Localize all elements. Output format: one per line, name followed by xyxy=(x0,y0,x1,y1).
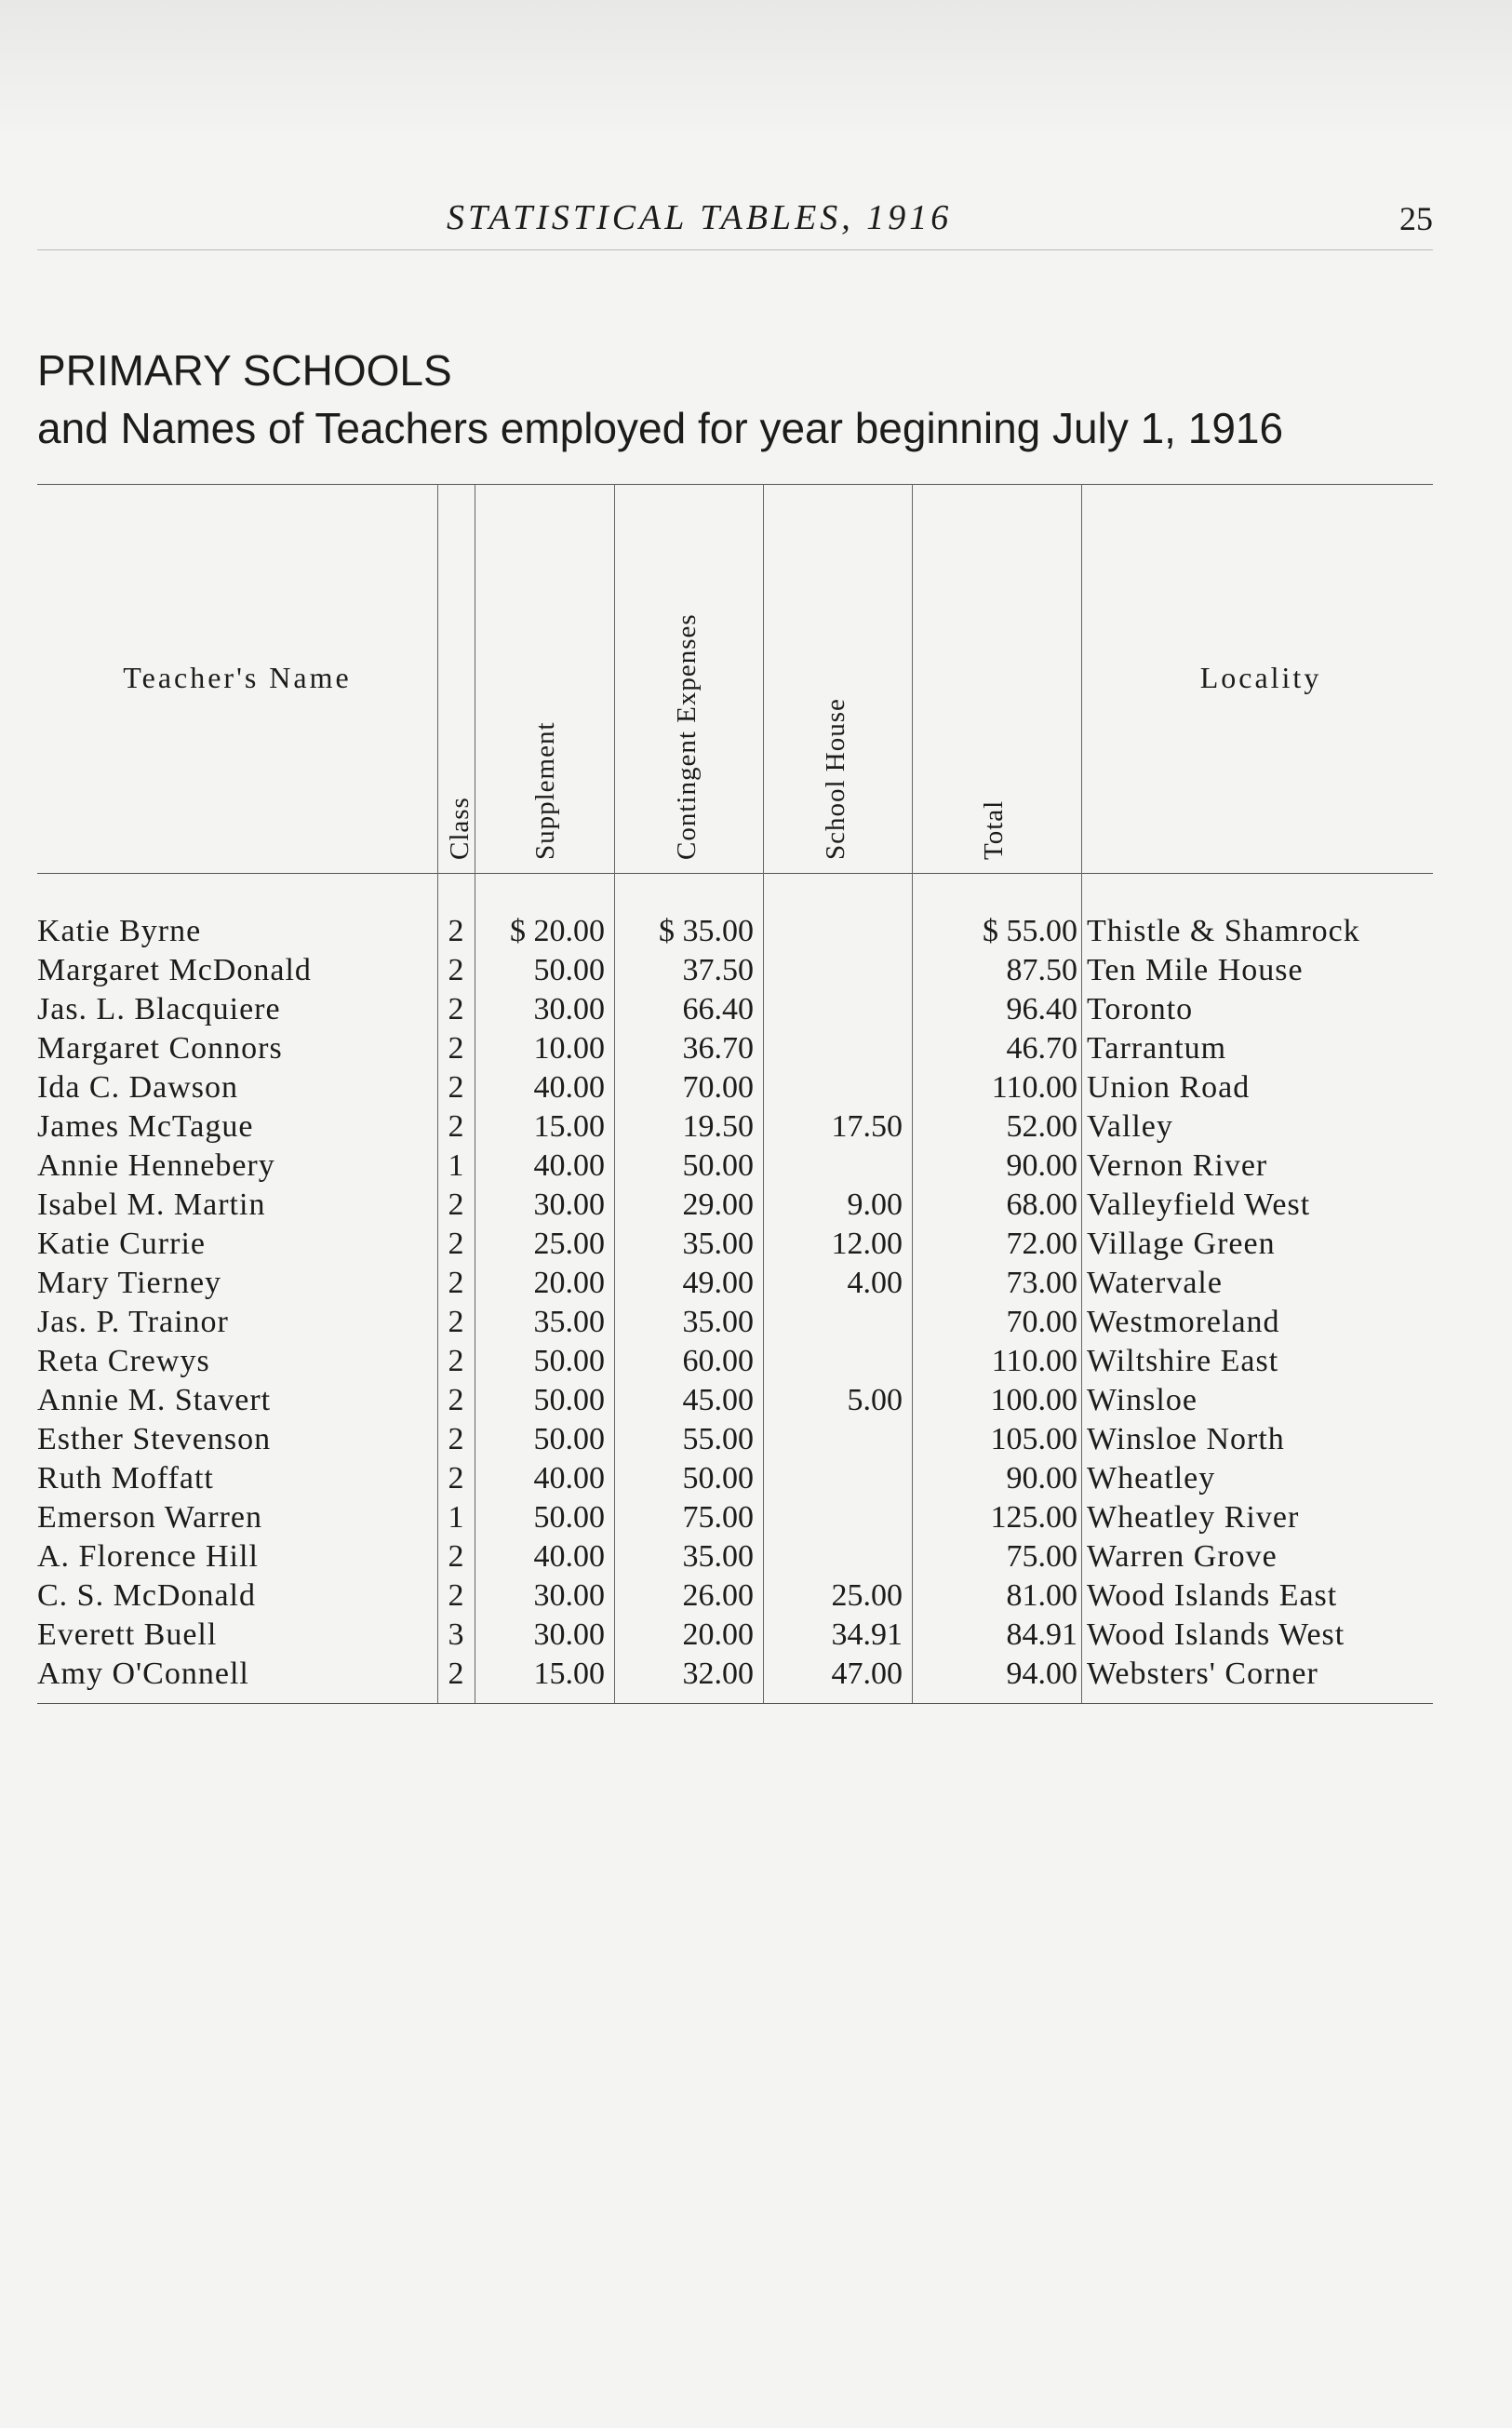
contingent-cell: $ 35.00 xyxy=(659,914,754,948)
class-cell: 2 xyxy=(448,992,464,1026)
table-row xyxy=(37,1576,1433,1616)
supplement-cell: 50.00 xyxy=(533,1383,605,1417)
teacher-name-cell: Emerson Warren xyxy=(37,1500,262,1535)
table-row xyxy=(37,1107,1433,1147)
contingent-cell: 45.00 xyxy=(682,1383,754,1417)
total-cell: 110.00 xyxy=(991,1070,1077,1105)
contingent-cell: 35.00 xyxy=(682,1227,754,1261)
heading-title: PRIMARY SCHOOLS xyxy=(37,346,452,395)
total-cell: 96.40 xyxy=(1006,992,1077,1026)
locality-cell: Thistle & Shamrock xyxy=(1087,914,1360,948)
contingent-cell: 49.00 xyxy=(682,1266,754,1300)
total-cell: 68.00 xyxy=(1006,1187,1077,1222)
total-cell: 75.00 xyxy=(1006,1539,1077,1574)
table-row xyxy=(37,951,1433,990)
header-contingent-expenses: Contingent Expenses xyxy=(672,613,702,860)
running-head xyxy=(37,197,1433,244)
contingent-cell: 70.00 xyxy=(682,1070,754,1105)
locality-cell: Warren Grove xyxy=(1087,1539,1278,1574)
class-cell: 2 xyxy=(448,1227,464,1261)
class-cell: 2 xyxy=(448,1344,464,1378)
header-total: Total xyxy=(979,799,1009,860)
contingent-cell: 36.70 xyxy=(682,1031,754,1066)
header-locality: Locality xyxy=(1199,661,1322,694)
contingent-cell: 35.00 xyxy=(682,1305,754,1339)
school-house-cell: 5.00 xyxy=(847,1383,903,1417)
locality-cell: Wiltshire East xyxy=(1087,1344,1279,1378)
school-house-cell: 25.00 xyxy=(831,1578,903,1613)
supplement-cell: 30.00 xyxy=(533,1187,605,1222)
contingent-cell: 37.50 xyxy=(682,953,754,987)
supplement-cell: 50.00 xyxy=(533,1500,605,1535)
supplement-cell: 30.00 xyxy=(533,992,605,1026)
class-cell: 1 xyxy=(448,1148,464,1183)
locality-cell: Winsloe North xyxy=(1087,1422,1285,1456)
table-row xyxy=(37,1420,1433,1459)
header-teacher-name: Teacher's Name xyxy=(123,661,352,694)
contingent-cell: 66.40 xyxy=(682,992,754,1026)
supplement-cell: 35.00 xyxy=(533,1305,605,1339)
supplement-cell: 40.00 xyxy=(533,1461,605,1496)
teacher-name-cell: Katie Byrne xyxy=(37,914,202,948)
total-cell: 73.00 xyxy=(1006,1266,1077,1300)
teacher-name-cell: Esther Stevenson xyxy=(37,1422,272,1456)
teacher-name-cell: Everett Buell xyxy=(37,1617,218,1652)
locality-cell: Winsloe xyxy=(1087,1383,1198,1417)
teacher-name-cell: Jas. L. Blacquiere xyxy=(37,992,281,1026)
total-cell: 81.00 xyxy=(1006,1578,1077,1613)
supplement-cell: 50.00 xyxy=(533,953,605,987)
contingent-cell: 29.00 xyxy=(682,1187,754,1222)
locality-cell: Watervale xyxy=(1087,1266,1223,1300)
supplement-cell: 15.00 xyxy=(533,1109,605,1144)
teacher-name-cell: Amy O'Connell xyxy=(37,1657,249,1691)
contingent-cell: 75.00 xyxy=(682,1500,754,1535)
class-cell: 2 xyxy=(448,914,464,948)
total-cell: 100.00 xyxy=(990,1383,1077,1417)
supplement-cell: 20.00 xyxy=(533,1266,605,1300)
total-cell: 110.00 xyxy=(991,1344,1077,1378)
total-cell: 52.00 xyxy=(1006,1109,1077,1144)
locality-cell: Vernon River xyxy=(1087,1148,1268,1183)
supplement-cell: $ 20.00 xyxy=(510,914,605,948)
supplement-cell: 10.00 xyxy=(533,1031,605,1066)
class-cell: 2 xyxy=(448,1461,464,1496)
total-cell: 90.00 xyxy=(1006,1461,1077,1496)
table-row xyxy=(37,1264,1433,1303)
supplement-cell: 15.00 xyxy=(533,1657,605,1691)
teacher-name-cell: Ruth Moffatt xyxy=(37,1461,214,1496)
contingent-cell: 35.00 xyxy=(682,1539,754,1574)
school-house-cell: 4.00 xyxy=(847,1266,903,1300)
class-cell: 2 xyxy=(448,1657,464,1691)
class-cell: 2 xyxy=(448,1187,464,1222)
school-house-cell: 12.00 xyxy=(831,1227,903,1261)
teacher-name-cell: Katie Currie xyxy=(37,1227,206,1261)
locality-cell: Ten Mile House xyxy=(1087,953,1304,987)
teacher-name-cell: Annie M. Stavert xyxy=(37,1383,272,1417)
teacher-name-cell: Reta Crewys xyxy=(37,1344,210,1378)
total-cell: $ 55.00 xyxy=(983,914,1077,948)
total-cell: 87.50 xyxy=(1006,953,1077,987)
table-row xyxy=(37,1537,1433,1576)
teacher-name-cell: Ida C. Dawson xyxy=(37,1070,239,1105)
header-supplement: Supplement xyxy=(530,721,560,860)
total-cell: 125.00 xyxy=(990,1500,1077,1535)
class-cell: 2 xyxy=(448,1422,464,1456)
supplement-cell: 50.00 xyxy=(533,1422,605,1456)
locality-cell: Tarrantum xyxy=(1087,1031,1227,1066)
heading-subtitle: and Names of Teachers employed for year beginning July 1, 1916 xyxy=(37,404,1284,452)
class-cell: 2 xyxy=(448,1305,464,1339)
supplement-cell: 40.00 xyxy=(533,1539,605,1574)
scan-shadow xyxy=(0,0,1512,140)
class-cell: 2 xyxy=(448,1070,464,1105)
class-cell: 2 xyxy=(448,1578,464,1613)
total-cell: 90.00 xyxy=(1006,1148,1077,1183)
supplement-cell: 40.00 xyxy=(533,1148,605,1183)
supplement-cell: 40.00 xyxy=(533,1070,605,1105)
head-rule xyxy=(37,249,1433,250)
teacher-name-cell: Annie Hennebery xyxy=(37,1148,275,1183)
table-bottom-rule xyxy=(37,1703,1433,1704)
contingent-cell: 50.00 xyxy=(682,1148,754,1183)
locality-cell: Wheatley River xyxy=(1087,1500,1300,1535)
contingent-cell: 32.00 xyxy=(682,1657,754,1691)
table-row xyxy=(37,1342,1433,1381)
teacher-name-cell: Jas. P. Trainor xyxy=(37,1305,229,1339)
contingent-cell: 55.00 xyxy=(682,1422,754,1456)
page-number: 25 xyxy=(1399,200,1433,237)
table-row xyxy=(37,1655,1433,1694)
class-cell: 2 xyxy=(448,1031,464,1066)
teacher-name-cell: Isabel M. Martin xyxy=(37,1187,266,1222)
table-row xyxy=(37,990,1433,1029)
contingent-cell: 50.00 xyxy=(682,1461,754,1496)
section-heading xyxy=(37,342,1433,458)
table-row xyxy=(37,1225,1433,1264)
contingent-cell: 60.00 xyxy=(682,1344,754,1378)
locality-cell: Wheatley xyxy=(1087,1461,1216,1496)
total-cell: 72.00 xyxy=(1006,1227,1077,1261)
supplement-cell: 50.00 xyxy=(533,1344,605,1378)
locality-cell: Valley xyxy=(1087,1109,1173,1144)
locality-cell: Village Green xyxy=(1087,1227,1276,1261)
table-row xyxy=(37,1029,1433,1068)
school-house-cell: 34.91 xyxy=(831,1617,903,1652)
locality-cell: Westmoreland xyxy=(1087,1305,1280,1339)
teacher-name-cell: C. S. McDonald xyxy=(37,1578,256,1613)
teacher-name-cell: Margaret Connors xyxy=(37,1031,283,1066)
contingent-cell: 26.00 xyxy=(682,1578,754,1613)
locality-cell: Valleyfield West xyxy=(1087,1187,1311,1222)
table-row xyxy=(37,1186,1433,1225)
table-row xyxy=(37,1068,1433,1107)
supplement-cell: 25.00 xyxy=(533,1227,605,1261)
teacher-name-cell: A. Florence Hill xyxy=(37,1539,259,1574)
locality-cell: Wood Islands West xyxy=(1087,1617,1345,1652)
table-top-rule xyxy=(37,484,1433,485)
total-cell: 46.70 xyxy=(1006,1031,1077,1066)
school-house-cell: 47.00 xyxy=(831,1657,903,1691)
locality-cell: Union Road xyxy=(1087,1070,1251,1105)
supplement-cell: 30.00 xyxy=(533,1578,605,1613)
total-cell: 70.00 xyxy=(1006,1305,1077,1339)
class-cell: 2 xyxy=(448,1383,464,1417)
header-class: Class xyxy=(445,797,475,860)
table-row xyxy=(37,1459,1433,1498)
teacher-name-cell: Mary Tierney xyxy=(37,1266,222,1300)
table-row xyxy=(37,912,1433,951)
school-house-cell: 9.00 xyxy=(847,1187,903,1222)
class-cell: 3 xyxy=(448,1617,464,1652)
table-row xyxy=(37,1303,1433,1342)
class-cell: 2 xyxy=(448,1266,464,1300)
locality-cell: Toronto xyxy=(1087,992,1194,1026)
contingent-cell: 20.00 xyxy=(682,1617,754,1652)
contingent-cell: 19.50 xyxy=(682,1109,754,1144)
header-school-house: School House xyxy=(821,698,850,860)
teacher-name-cell: James McTague xyxy=(37,1109,254,1144)
locality-cell: Wood Islands East xyxy=(1087,1578,1338,1613)
class-cell: 2 xyxy=(448,1539,464,1574)
table-row xyxy=(37,1381,1433,1420)
locality-cell: Websters' Corner xyxy=(1087,1657,1318,1691)
table-row xyxy=(37,1147,1433,1186)
supplement-cell: 30.00 xyxy=(533,1617,605,1652)
table-header-rule xyxy=(37,873,1433,874)
table-row xyxy=(37,1498,1433,1537)
total-cell: 105.00 xyxy=(990,1422,1077,1456)
running-title: STATISTICAL TABLES, 1916 xyxy=(447,198,953,237)
class-cell: 2 xyxy=(448,1109,464,1144)
total-cell: 94.00 xyxy=(1006,1657,1077,1691)
class-cell: 2 xyxy=(448,953,464,987)
class-cell: 1 xyxy=(448,1500,464,1535)
teacher-name-cell: Margaret McDonald xyxy=(37,953,312,987)
table-row xyxy=(37,1616,1433,1655)
total-cell: 84.91 xyxy=(1006,1617,1077,1652)
school-house-cell: 17.50 xyxy=(831,1109,903,1144)
